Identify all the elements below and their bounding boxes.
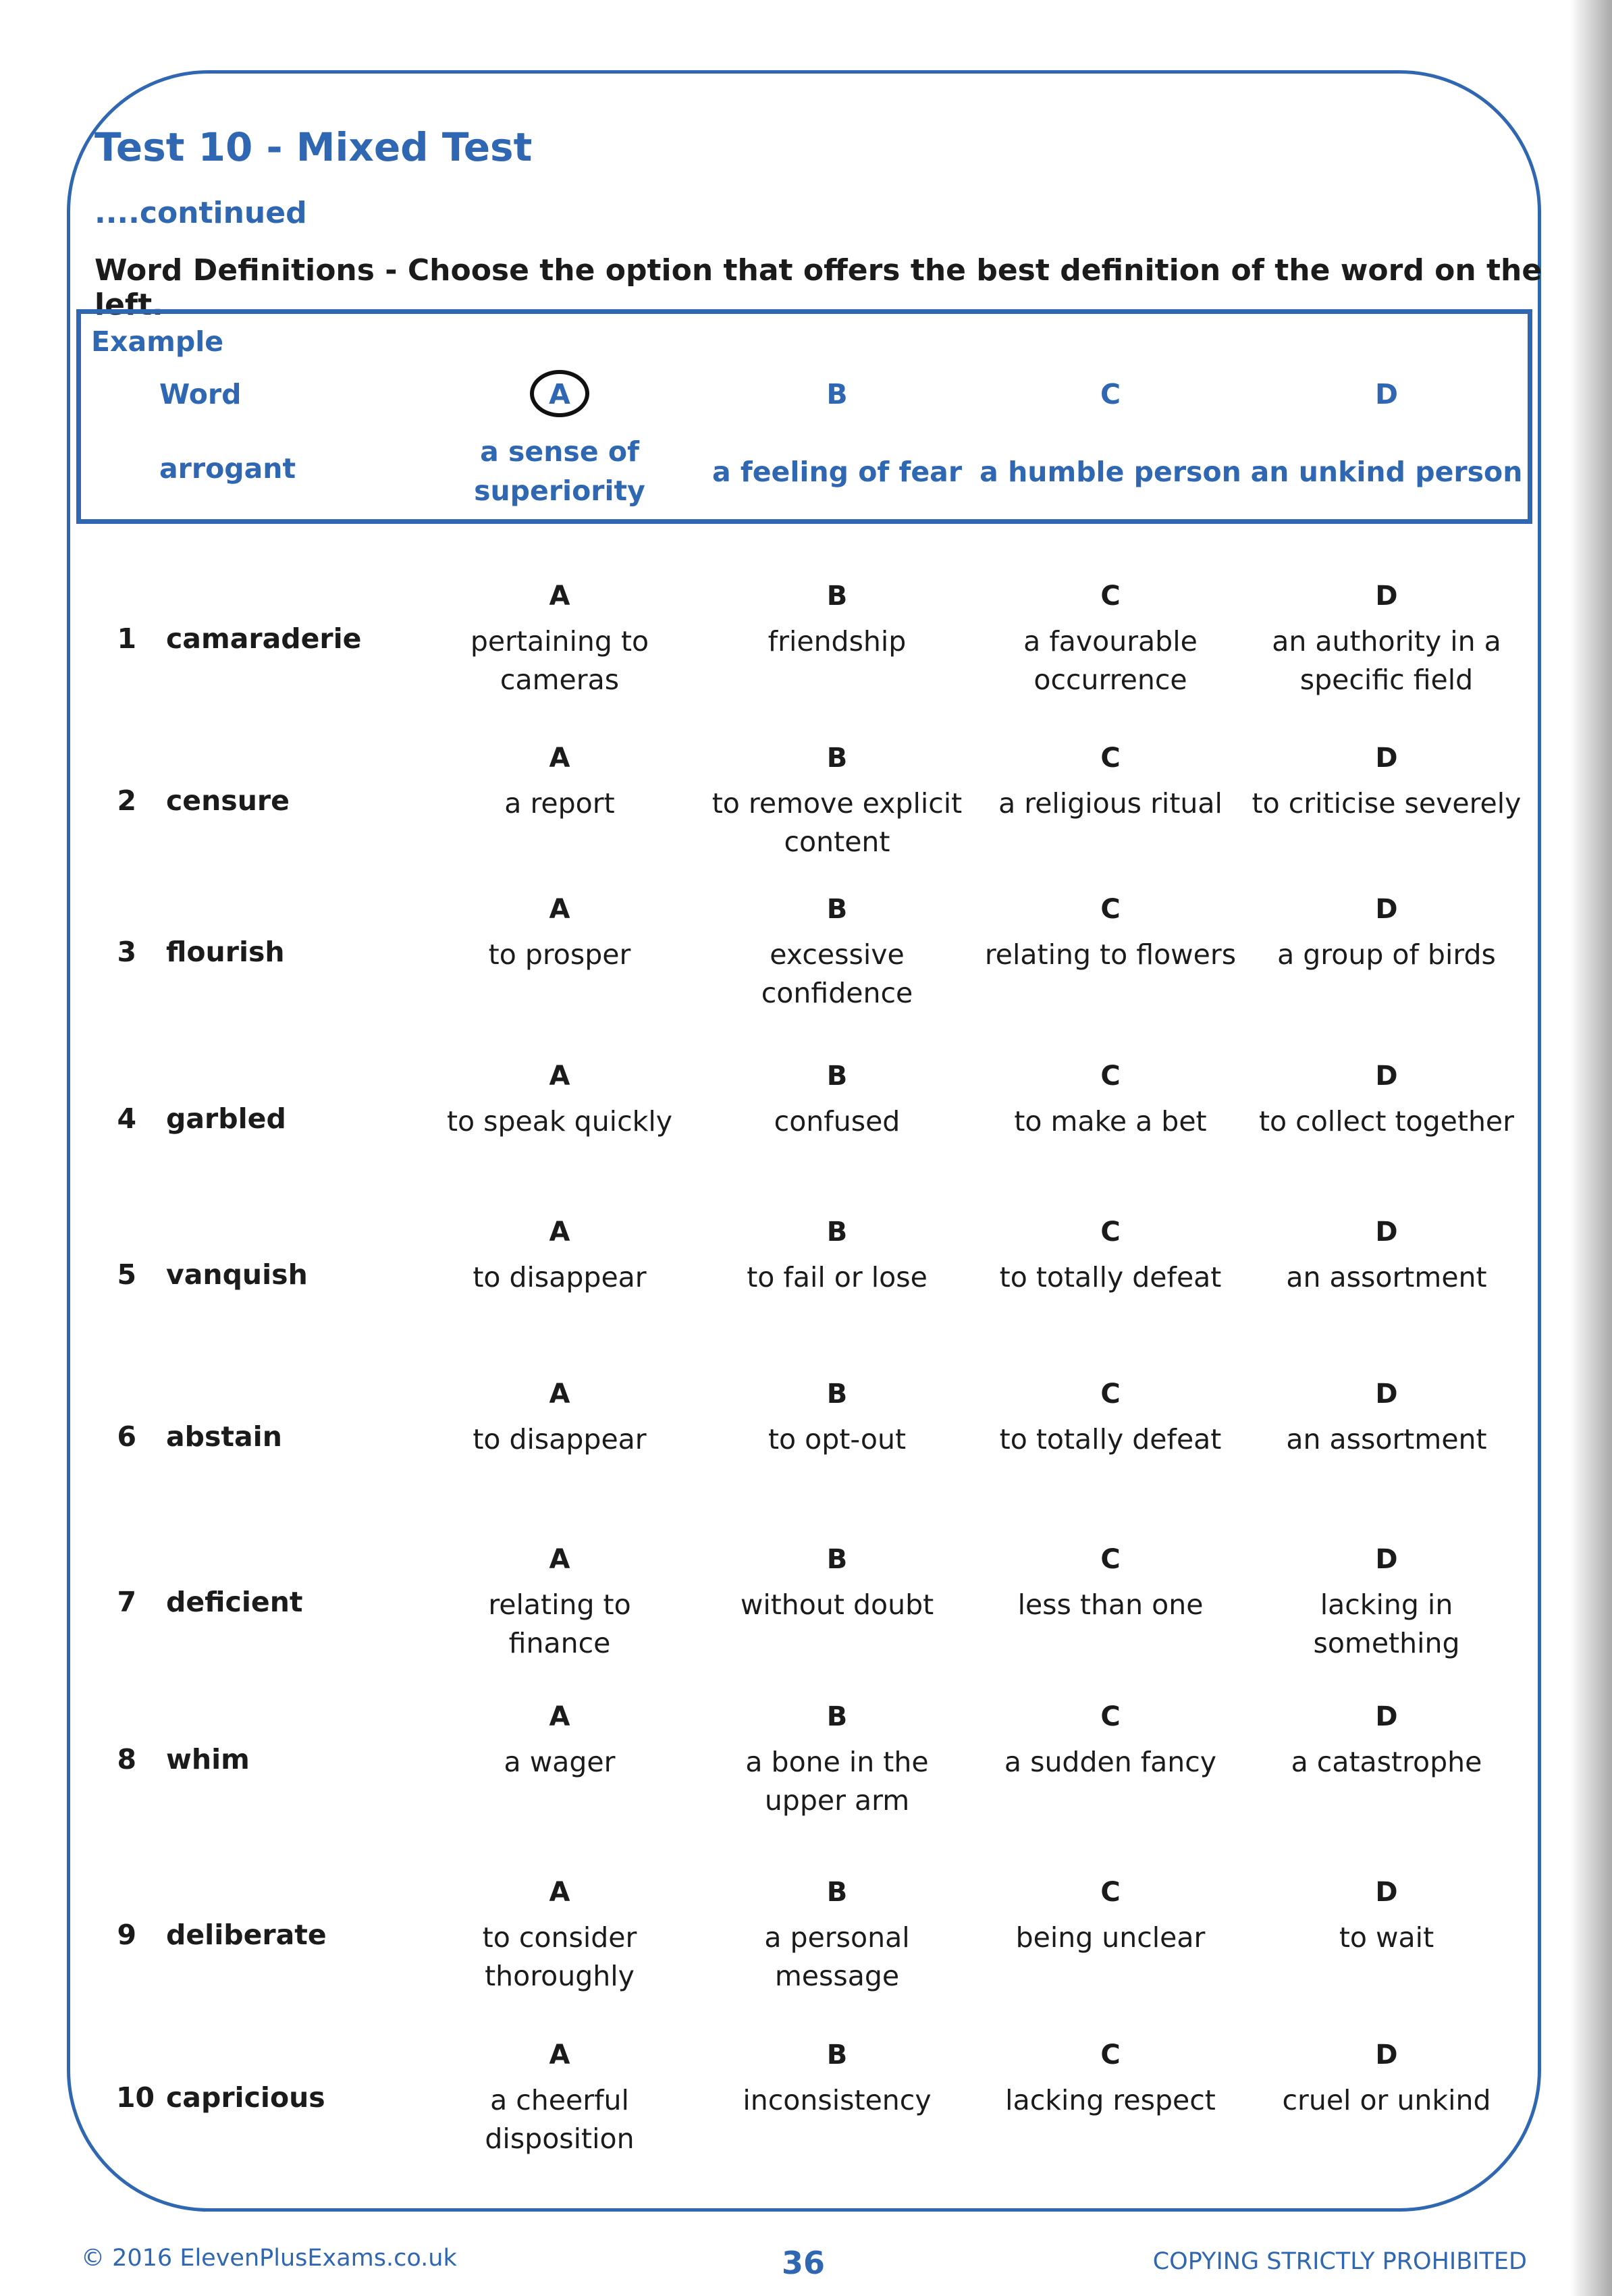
option-text: an authority in a specific field [1272, 625, 1501, 696]
option-letter: C [1100, 1061, 1121, 1092]
question-word: vanquish [166, 1258, 308, 1291]
example-word-heading: Word [159, 378, 242, 410]
question-word: censure [166, 784, 290, 817]
option-letter: B [826, 1544, 848, 1575]
option-text: a cheerful disposition [485, 2084, 635, 2155]
option-letter: D [1375, 1217, 1398, 1248]
option-text: a report [504, 787, 615, 820]
answer-option-d[interactable] [1252, 1059, 1522, 1141]
answer-option-c[interactable] [975, 2038, 1245, 2120]
answer-option-b[interactable] [709, 741, 965, 861]
option-letter: C [1100, 743, 1121, 774]
answer-option-d[interactable] [1252, 1875, 1522, 1957]
option-letter: A [549, 1061, 570, 1092]
answer-option-a[interactable] [438, 1543, 681, 1663]
option-letter: A [549, 1379, 570, 1410]
answer-option-d[interactable] [1252, 741, 1522, 823]
answer-option-b[interactable] [709, 892, 965, 1013]
question-number: 3 [117, 936, 136, 968]
question-word: flourish [166, 936, 285, 968]
question-row [0, 1543, 1612, 1691]
example-option-a-letter: A [549, 378, 570, 410]
page-number: 36 [781, 2245, 826, 2281]
option-text: to fail or lose [747, 1261, 928, 1293]
option-letter: D [1375, 1877, 1398, 1908]
option-text: a sudden fancy [1004, 1746, 1217, 1778]
option-letter: D [1375, 894, 1398, 925]
option-letter: A [549, 581, 570, 612]
answer-option-a[interactable] [438, 1215, 681, 1297]
answer-option-a[interactable] [438, 741, 681, 823]
answer-option-b[interactable] [709, 579, 965, 661]
answer-option-a[interactable] [438, 2038, 681, 2158]
answer-option-a[interactable] [438, 579, 681, 699]
question-row [0, 892, 1612, 1041]
option-letter: D [1375, 743, 1398, 774]
answer-option-b[interactable] [709, 1059, 965, 1141]
question-row [0, 1875, 1612, 2024]
answer-option-c[interactable] [975, 1215, 1245, 1297]
option-text: confused [774, 1105, 901, 1138]
question-number: 1 [117, 622, 136, 655]
answer-option-c[interactable] [975, 1875, 1245, 1957]
footer-notice: COPYING STRICTLY PROHIBITED [1152, 2248, 1527, 2275]
question-word: capricious [166, 2081, 325, 2114]
option-letter: B [826, 581, 848, 612]
option-text: to criticise severely [1252, 787, 1522, 820]
question-row [0, 741, 1612, 890]
option-text: a personal message [764, 1921, 910, 1992]
option-text: without doubt [740, 1588, 934, 1621]
option-letter: B [826, 1217, 848, 1248]
option-letter: A [549, 1877, 570, 1908]
example-option-d-text: an unkind person [1250, 456, 1523, 488]
question-number: 2 [117, 784, 136, 817]
question-row [0, 1377, 1612, 1526]
option-letter: A [549, 894, 570, 925]
question-row [0, 1215, 1612, 1364]
option-text: to totally defeat [999, 1261, 1222, 1293]
option-text: an assortment [1286, 1261, 1487, 1293]
option-text: less than one [1017, 1588, 1204, 1621]
option-letter: C [1100, 1877, 1121, 1908]
example-option-b-letter: B [826, 378, 848, 410]
option-text: lacking in something [1313, 1588, 1460, 1659]
answer-option-d[interactable] [1252, 579, 1522, 699]
question-number: 9 [117, 1919, 136, 1951]
option-letter: D [1375, 1544, 1398, 1575]
question-number: 6 [117, 1420, 136, 1453]
option-letter: A [549, 2039, 570, 2071]
answer-option-c[interactable] [975, 1059, 1245, 1141]
question-number: 7 [117, 1586, 136, 1618]
option-text: a wager [504, 1746, 616, 1778]
answer-option-d[interactable] [1252, 892, 1522, 974]
option-text: a catastrophe [1291, 1746, 1482, 1778]
option-text: to opt-out [768, 1423, 907, 1456]
question-row [0, 1059, 1612, 1208]
option-letter: D [1375, 2039, 1398, 2071]
option-text: to remove explicit content [711, 787, 963, 858]
option-text: to make a bet [1014, 1105, 1207, 1138]
instructions: Word Definitions - Choose the option that offers the best definition of the word on the left. [95, 253, 1542, 322]
question-word: abstain [166, 1420, 282, 1453]
option-letter: C [1100, 1217, 1121, 1248]
answer-option-b[interactable] [709, 1700, 965, 1820]
option-text: excessive confidence [761, 938, 913, 1009]
question-number: 5 [117, 1258, 136, 1291]
answer-option-a[interactable] [438, 892, 681, 974]
option-text: to wait [1339, 1921, 1434, 1954]
option-letter: B [826, 894, 848, 925]
question-word: deliberate [166, 1919, 327, 1951]
option-text: a favourable occurrence [1023, 625, 1198, 696]
answer-option-d[interactable] [1252, 1700, 1522, 1782]
answer-option-c[interactable] [975, 1700, 1245, 1782]
example-option-a-text: a sense of superiority [474, 435, 645, 507]
answer-option-d[interactable] [1252, 1215, 1522, 1297]
option-letter: D [1375, 1061, 1398, 1092]
option-letter: C [1100, 1544, 1121, 1575]
option-text: cruel or unkind [1282, 2084, 1491, 2116]
footer-copyright: © 2016 ElevenPlusExams.co.uk [81, 2245, 457, 2272]
answer-option-a[interactable] [438, 1875, 681, 1996]
option-letter: B [826, 1877, 848, 1908]
option-text: a group of birds [1277, 938, 1496, 971]
question-number: 10 [116, 2081, 155, 2114]
option-text: relating to finance [488, 1588, 631, 1659]
option-text: to prosper [488, 938, 631, 971]
option-letter: C [1100, 1379, 1121, 1410]
answer-option-c[interactable] [975, 1543, 1245, 1624]
answer-option-b[interactable] [709, 1377, 965, 1459]
question-word: deficient [166, 1586, 303, 1618]
option-text: pertaining to cameras [470, 625, 649, 696]
page-title: Test 10 - Mixed Test [95, 124, 533, 170]
question-number: 8 [117, 1743, 136, 1776]
answer-option-c[interactable] [975, 741, 1245, 823]
answer-option-a[interactable] [438, 1700, 681, 1782]
option-letter: B [826, 2039, 848, 2071]
example-label: Example [91, 325, 224, 358]
option-text: to speak quickly [446, 1105, 673, 1138]
option-letter: C [1100, 894, 1121, 925]
answer-option-b[interactable] [709, 1875, 965, 1996]
answer-option-d[interactable] [1252, 2038, 1522, 2120]
question-word: whim [166, 1743, 250, 1776]
example-box [76, 309, 1532, 524]
option-letter: A [549, 743, 570, 774]
option-letter: D [1375, 581, 1398, 612]
option-letter: B [826, 743, 848, 774]
answer-option-c[interactable] [975, 579, 1245, 699]
answer-option-a[interactable] [438, 1377, 681, 1459]
question-number: 4 [117, 1102, 136, 1135]
option-letter: C [1100, 1701, 1121, 1732]
option-text: to totally defeat [999, 1423, 1222, 1456]
option-text: to collect together [1258, 1105, 1515, 1138]
answer-option-b[interactable] [709, 2038, 965, 2120]
answer-option-d[interactable] [1252, 1543, 1522, 1663]
continued-note: ....continued [95, 196, 307, 230]
answer-option-a[interactable] [438, 1059, 681, 1141]
answer-option-b[interactable] [709, 1215, 965, 1297]
answer-option-c[interactable] [975, 1377, 1245, 1459]
option-text: friendship [768, 625, 907, 658]
question-row [0, 2038, 1612, 2187]
option-text: to disappear [473, 1261, 647, 1293]
option-text: an assortment [1286, 1423, 1487, 1456]
question-word: garbled [166, 1102, 286, 1135]
answer-option-d[interactable] [1252, 1377, 1522, 1459]
option-letter: B [826, 1061, 848, 1092]
answer-option-b[interactable] [709, 1543, 965, 1624]
option-letter: A [549, 1217, 570, 1248]
example-option-b-text: a feeling of fear [711, 456, 963, 488]
example-word: arrogant [159, 452, 296, 485]
option-letter: C [1100, 581, 1121, 612]
option-text: relating to flowers [984, 938, 1237, 971]
option-text: a bone in the upper arm [745, 1746, 929, 1817]
option-text: to disappear [473, 1423, 647, 1456]
example-option-c-letter: C [1100, 378, 1121, 410]
option-letter: B [826, 1379, 848, 1410]
option-letter: B [826, 1701, 848, 1732]
option-letter: D [1375, 1701, 1398, 1732]
option-text: to consider thoroughly [482, 1921, 637, 1992]
example-option-c-text: a humble person [979, 456, 1241, 488]
answer-option-c[interactable] [975, 892, 1245, 974]
option-letter: A [549, 1544, 570, 1575]
question-word: camaraderie [166, 622, 362, 655]
option-letter: D [1375, 1379, 1398, 1410]
option-letter: C [1100, 2039, 1121, 2071]
question-row [0, 579, 1612, 728]
option-letter: A [549, 1701, 570, 1732]
question-row [0, 1700, 1612, 1848]
option-text: a religious ritual [998, 787, 1223, 820]
option-text: inconsistency [743, 2084, 932, 2116]
option-text: lacking respect [1005, 2084, 1216, 2116]
example-option-d-letter: D [1374, 378, 1399, 410]
option-text: being unclear [1015, 1921, 1206, 1954]
